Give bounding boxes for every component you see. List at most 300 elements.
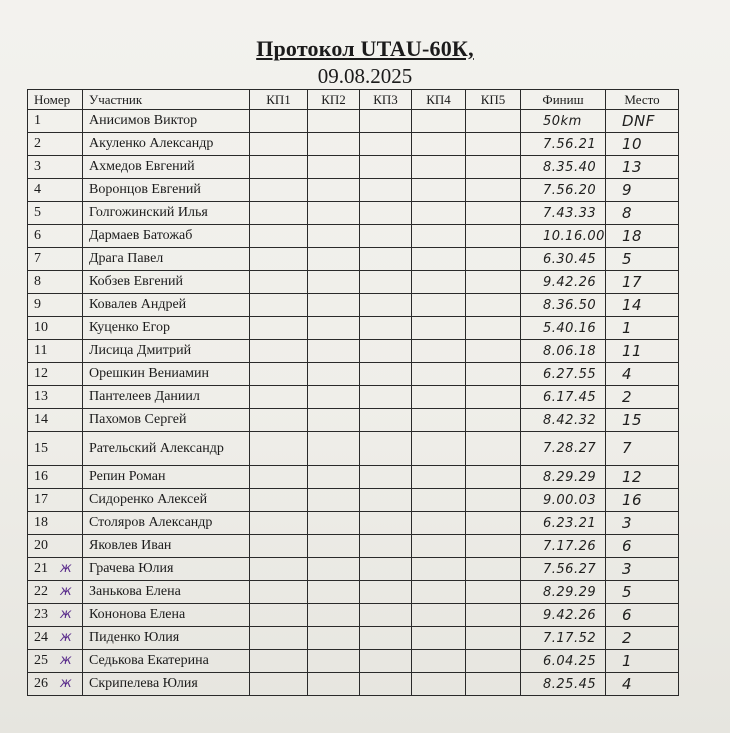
- checkpoint-2-cell: [308, 650, 360, 673]
- checkpoint-2-cell: [308, 271, 360, 294]
- participant-name: Пантелеев Даниил: [83, 386, 250, 409]
- checkpoint-5-cell: [466, 604, 521, 627]
- participant-name: Пахомов Сергей: [83, 409, 250, 432]
- place-value: 2: [606, 386, 679, 409]
- row-number: [28, 317, 83, 340]
- checkpoint-2-cell: [308, 386, 360, 409]
- place-value: 17: [606, 271, 679, 294]
- checkpoint-4-cell: [412, 294, 466, 317]
- checkpoint-4-cell: [412, 110, 466, 133]
- place-value: 9: [606, 179, 679, 202]
- checkpoint-5-cell: [466, 179, 521, 202]
- checkpoint-2-cell: [308, 340, 360, 363]
- female-mark: ж: [60, 630, 72, 645]
- finish-time: 7.17.26: [521, 535, 606, 558]
- checkpoint-4-cell: [412, 386, 466, 409]
- checkpoint-1-cell: [250, 202, 308, 225]
- checkpoint-4-cell: [412, 673, 466, 696]
- row-number: [28, 650, 83, 673]
- row-number: [28, 627, 83, 650]
- table-row: [28, 535, 716, 558]
- checkpoint-3-cell: [360, 202, 412, 225]
- row-number-value: 17: [34, 492, 48, 507]
- row-number-value: 21: [34, 561, 48, 576]
- row-number: [28, 581, 83, 604]
- female-mark: ж: [60, 607, 72, 622]
- place-value: 2: [606, 627, 679, 650]
- place-value: DNF: [606, 110, 679, 133]
- place-value: 4: [606, 363, 679, 386]
- checkpoint-5-cell: [466, 294, 521, 317]
- table-row: [28, 202, 716, 225]
- finish-time: 7.56.21: [521, 133, 606, 156]
- table-row: [28, 248, 716, 271]
- header-cp1: КП1: [250, 90, 308, 110]
- row-number-value: 3: [34, 159, 41, 174]
- checkpoint-1-cell: [250, 673, 308, 696]
- row-number-value: 11: [34, 343, 48, 358]
- checkpoint-5-cell: [466, 271, 521, 294]
- place-value: 6: [606, 535, 679, 558]
- checkpoint-4-cell: [412, 133, 466, 156]
- checkpoint-1-cell: [250, 386, 308, 409]
- place-value: 5: [606, 248, 679, 271]
- checkpoint-4-cell: [412, 489, 466, 512]
- table-row: [28, 466, 716, 489]
- table-row: [28, 317, 716, 340]
- checkpoint-5-cell: [466, 535, 521, 558]
- finish-time: 9.00.03: [521, 489, 606, 512]
- table-row: [28, 558, 716, 581]
- finish-time: 7.43.33: [521, 202, 606, 225]
- finish-time: 7.17.52: [521, 627, 606, 650]
- finish-time: 10.16.00: [521, 225, 606, 248]
- checkpoint-4-cell: [412, 409, 466, 432]
- checkpoint-4-cell: [412, 317, 466, 340]
- place-value: 8: [606, 202, 679, 225]
- checkpoint-4-cell: [412, 271, 466, 294]
- place-value: 16: [606, 489, 679, 512]
- place-value: 15: [606, 409, 679, 432]
- extra-cell: [679, 110, 716, 133]
- participant-name: Драга Павел: [83, 248, 250, 271]
- checkpoint-5-cell: [466, 317, 521, 340]
- document-date: 09.08.2025: [317, 64, 413, 88]
- participant-name: Воронцов Евгений: [83, 179, 250, 202]
- row-number: [28, 294, 83, 317]
- checkpoint-2-cell: [308, 294, 360, 317]
- checkpoint-1-cell: [250, 604, 308, 627]
- checkpoint-1-cell: [250, 466, 308, 489]
- checkpoint-5-cell: [466, 558, 521, 581]
- results-table: [27, 89, 716, 696]
- checkpoint-1-cell: [250, 294, 308, 317]
- row-number-value: 9: [34, 297, 41, 312]
- row-number: [28, 489, 83, 512]
- checkpoint-2-cell: [308, 317, 360, 340]
- checkpoint-5-cell: [466, 650, 521, 673]
- finish-time: 50km: [521, 110, 606, 133]
- participant-name: Пиденко Юлия: [83, 627, 250, 650]
- checkpoint-3-cell: [360, 673, 412, 696]
- finish-time: 8.25.45: [521, 673, 606, 696]
- row-number: [28, 202, 83, 225]
- checkpoint-2-cell: [308, 179, 360, 202]
- table-row: [28, 627, 716, 650]
- row-number-value: 8: [34, 274, 41, 289]
- row-number: [28, 466, 83, 489]
- checkpoint-4-cell: [412, 432, 466, 466]
- row-number-value: 23: [34, 607, 48, 622]
- checkpoint-3-cell: [360, 650, 412, 673]
- table-row: [28, 489, 716, 512]
- checkpoint-2-cell: [308, 202, 360, 225]
- checkpoint-3-cell: [360, 317, 412, 340]
- checkpoint-2-cell: [308, 535, 360, 558]
- finish-time: 7.28.27: [521, 432, 606, 466]
- checkpoint-1-cell: [250, 535, 308, 558]
- checkpoint-2-cell: [308, 627, 360, 650]
- table-row: [28, 409, 716, 432]
- header-row: [28, 90, 716, 110]
- extra-cell: [679, 248, 716, 271]
- extra-cell: [679, 558, 716, 581]
- checkpoint-5-cell: [466, 673, 521, 696]
- checkpoint-3-cell: [360, 363, 412, 386]
- row-number-value: 1: [34, 113, 41, 128]
- finish-time: 8.29.29: [521, 581, 606, 604]
- checkpoint-5-cell: [466, 489, 521, 512]
- checkpoint-5-cell: [466, 156, 521, 179]
- place-value: 5: [606, 581, 679, 604]
- place-value: 1: [606, 650, 679, 673]
- row-number-value: 16: [34, 469, 48, 484]
- row-number-value: 18: [34, 515, 48, 530]
- document-title: Протокол UTAU-60К,: [256, 36, 474, 61]
- header-cp4: КП4: [412, 90, 466, 110]
- checkpoint-1-cell: [250, 650, 308, 673]
- row-number: [28, 604, 83, 627]
- checkpoint-1-cell: [250, 248, 308, 271]
- checkpoint-2-cell: [308, 225, 360, 248]
- header-cp3: КП3: [360, 90, 412, 110]
- checkpoint-5-cell: [466, 627, 521, 650]
- row-number-value: 24: [34, 630, 48, 645]
- checkpoint-2-cell: [308, 581, 360, 604]
- checkpoint-1-cell: [250, 179, 308, 202]
- place-value: 10: [606, 133, 679, 156]
- participant-name: Анисимов Виктор: [83, 110, 250, 133]
- participant-name: Столяров Александр: [83, 512, 250, 535]
- participant-name: Орешкин Вениамин: [83, 363, 250, 386]
- checkpoint-4-cell: [412, 225, 466, 248]
- participant-name: Ковалев Андрей: [83, 294, 250, 317]
- row-number: [28, 133, 83, 156]
- finish-time: 7.56.20: [521, 179, 606, 202]
- checkpoint-4-cell: [412, 650, 466, 673]
- extra-cell: [679, 627, 716, 650]
- checkpoint-5-cell: [466, 432, 521, 466]
- checkpoint-2-cell: [308, 363, 360, 386]
- header-number: Номер: [28, 90, 83, 110]
- extra-cell: [679, 432, 716, 466]
- extra-cell: [679, 386, 716, 409]
- row-number: [28, 535, 83, 558]
- place-value: 7: [606, 432, 679, 466]
- female-mark: ж: [60, 653, 72, 668]
- extra-cell: [679, 133, 716, 156]
- checkpoint-3-cell: [360, 225, 412, 248]
- row-number-value: 7: [34, 251, 41, 266]
- checkpoint-3-cell: [360, 432, 412, 466]
- checkpoint-3-cell: [360, 386, 412, 409]
- checkpoint-2-cell: [308, 673, 360, 696]
- extra-cell: [679, 581, 716, 604]
- row-number: [28, 248, 83, 271]
- table-row: [28, 604, 716, 627]
- checkpoint-3-cell: [360, 581, 412, 604]
- checkpoint-4-cell: [412, 156, 466, 179]
- finish-time: 8.35.40: [521, 156, 606, 179]
- extra-cell: [679, 363, 716, 386]
- checkpoint-3-cell: [360, 627, 412, 650]
- row-number: [28, 409, 83, 432]
- row-number: [28, 363, 83, 386]
- participant-name: Занькова Елена: [83, 581, 250, 604]
- checkpoint-1-cell: [250, 363, 308, 386]
- checkpoint-2-cell: [308, 489, 360, 512]
- finish-time: 9.42.26: [521, 604, 606, 627]
- table-row: [28, 156, 716, 179]
- checkpoint-3-cell: [360, 340, 412, 363]
- table-row: [28, 294, 716, 317]
- checkpoint-4-cell: [412, 558, 466, 581]
- checkpoint-1-cell: [250, 133, 308, 156]
- row-number: [28, 512, 83, 535]
- extra-cell: [679, 271, 716, 294]
- checkpoint-5-cell: [466, 133, 521, 156]
- results-body: [28, 110, 716, 696]
- extra-cell: [679, 466, 716, 489]
- checkpoint-4-cell: [412, 340, 466, 363]
- checkpoint-4-cell: [412, 363, 466, 386]
- extra-cell: [679, 179, 716, 202]
- checkpoint-3-cell: [360, 512, 412, 535]
- checkpoint-1-cell: [250, 512, 308, 535]
- finish-time: 6.27.55: [521, 363, 606, 386]
- finish-time: 9.42.26: [521, 271, 606, 294]
- checkpoint-1-cell: [250, 489, 308, 512]
- participant-name: Седькова Екатерина: [83, 650, 250, 673]
- extra-cell: [679, 202, 716, 225]
- row-number-value: 10: [34, 320, 48, 335]
- participant-name: Сидоренко Алексей: [83, 489, 250, 512]
- checkpoint-5-cell: [466, 386, 521, 409]
- female-mark: ж: [60, 676, 72, 691]
- checkpoint-2-cell: [308, 604, 360, 627]
- extra-cell: [679, 340, 716, 363]
- participant-name: Репин Роман: [83, 466, 250, 489]
- table-row: [28, 386, 716, 409]
- checkpoint-1-cell: [250, 340, 308, 363]
- finish-time: 6.30.45: [521, 248, 606, 271]
- checkpoint-5-cell: [466, 248, 521, 271]
- participant-name: Кононова Елена: [83, 604, 250, 627]
- row-number-value: 4: [34, 182, 41, 197]
- row-number-value: 14: [34, 412, 48, 427]
- checkpoint-4-cell: [412, 581, 466, 604]
- checkpoint-4-cell: [412, 535, 466, 558]
- row-number: [28, 386, 83, 409]
- checkpoint-3-cell: [360, 133, 412, 156]
- checkpoint-1-cell: [250, 271, 308, 294]
- checkpoint-5-cell: [466, 581, 521, 604]
- checkpoint-2-cell: [308, 133, 360, 156]
- checkpoint-1-cell: [250, 581, 308, 604]
- checkpoint-3-cell: [360, 156, 412, 179]
- extra-cell: [679, 650, 716, 673]
- table-row: [28, 271, 716, 294]
- table-row: [28, 673, 716, 696]
- header-finish: Финиш: [521, 90, 606, 110]
- row-number: [28, 110, 83, 133]
- finish-time: 7.56.27: [521, 558, 606, 581]
- header-extra: [679, 90, 716, 110]
- participant-name: Голгожинский Илья: [83, 202, 250, 225]
- checkpoint-1-cell: [250, 409, 308, 432]
- checkpoint-4-cell: [412, 179, 466, 202]
- row-number: [28, 179, 83, 202]
- row-number-value: 15: [34, 441, 48, 456]
- table-row: [28, 363, 716, 386]
- checkpoint-3-cell: [360, 558, 412, 581]
- extra-cell: [679, 604, 716, 627]
- place-value: 6: [606, 604, 679, 627]
- checkpoint-1-cell: [250, 317, 308, 340]
- checkpoint-2-cell: [308, 466, 360, 489]
- participant-name: Грачева Юлия: [83, 558, 250, 581]
- place-value: 18: [606, 225, 679, 248]
- female-mark: ж: [60, 561, 72, 576]
- place-value: 4: [606, 673, 679, 696]
- header-cp5: КП5: [466, 90, 521, 110]
- checkpoint-1-cell: [250, 110, 308, 133]
- checkpoint-3-cell: [360, 409, 412, 432]
- header-place: Место: [606, 90, 679, 110]
- extra-cell: [679, 489, 716, 512]
- finish-time: 5.40.16: [521, 317, 606, 340]
- extra-cell: [679, 535, 716, 558]
- place-value: 1: [606, 317, 679, 340]
- header-cp2: КП2: [308, 90, 360, 110]
- row-number: [28, 558, 83, 581]
- table-row: [28, 512, 716, 535]
- row-number: [28, 225, 83, 248]
- extra-cell: [679, 512, 716, 535]
- checkpoint-3-cell: [360, 489, 412, 512]
- table-row: [28, 340, 716, 363]
- place-value: 13: [606, 156, 679, 179]
- checkpoint-3-cell: [360, 466, 412, 489]
- row-number: [28, 432, 83, 466]
- row-number: [28, 156, 83, 179]
- extra-cell: [679, 156, 716, 179]
- checkpoint-5-cell: [466, 225, 521, 248]
- row-number-value: 26: [34, 676, 48, 691]
- extra-cell: [679, 294, 716, 317]
- row-number-value: 5: [34, 205, 41, 220]
- participant-name: Кобзев Евгений: [83, 271, 250, 294]
- participant-name: Куценко Егор: [83, 317, 250, 340]
- checkpoint-2-cell: [308, 512, 360, 535]
- finish-time: 6.04.25: [521, 650, 606, 673]
- table-row: [28, 650, 716, 673]
- finish-time: 8.06.18: [521, 340, 606, 363]
- female-mark: ж: [60, 584, 72, 599]
- checkpoint-5-cell: [466, 409, 521, 432]
- checkpoint-1-cell: [250, 432, 308, 466]
- finish-time: 8.42.32: [521, 409, 606, 432]
- checkpoint-3-cell: [360, 110, 412, 133]
- checkpoint-3-cell: [360, 179, 412, 202]
- checkpoint-4-cell: [412, 202, 466, 225]
- checkpoint-1-cell: [250, 627, 308, 650]
- checkpoint-4-cell: [412, 627, 466, 650]
- row-number-value: 2: [34, 136, 41, 151]
- place-value: 3: [606, 558, 679, 581]
- row-number-value: 13: [34, 389, 48, 404]
- place-value: 12: [606, 466, 679, 489]
- header-participant: Участник: [83, 90, 250, 110]
- checkpoint-4-cell: [412, 466, 466, 489]
- extra-cell: [679, 673, 716, 696]
- table-row: [28, 110, 716, 133]
- table-row: [28, 133, 716, 156]
- participant-name: Яковлев Иван: [83, 535, 250, 558]
- place-value: 3: [606, 512, 679, 535]
- checkpoint-2-cell: [308, 558, 360, 581]
- checkpoint-3-cell: [360, 271, 412, 294]
- checkpoint-2-cell: [308, 156, 360, 179]
- checkpoint-5-cell: [466, 512, 521, 535]
- row-number: [28, 673, 83, 696]
- finish-time: 6.17.45: [521, 386, 606, 409]
- checkpoint-1-cell: [250, 558, 308, 581]
- row-number: [28, 340, 83, 363]
- checkpoint-5-cell: [466, 466, 521, 489]
- checkpoint-4-cell: [412, 248, 466, 271]
- row-number-value: 6: [34, 228, 41, 243]
- checkpoint-3-cell: [360, 535, 412, 558]
- participant-name: Скрипелева Юлия: [83, 673, 250, 696]
- checkpoint-5-cell: [466, 340, 521, 363]
- participant-name: Лисица Дмитрий: [83, 340, 250, 363]
- row-number: [28, 271, 83, 294]
- checkpoint-2-cell: [308, 409, 360, 432]
- row-number-value: 12: [34, 366, 48, 381]
- participant-name: Акуленко Александр: [83, 133, 250, 156]
- checkpoint-5-cell: [466, 110, 521, 133]
- participant-name: Ахмедов Евгений: [83, 156, 250, 179]
- row-number-value: 22: [34, 584, 48, 599]
- participant-name: Дармаев Батожаб: [83, 225, 250, 248]
- finish-time: 8.29.29: [521, 466, 606, 489]
- checkpoint-3-cell: [360, 294, 412, 317]
- checkpoint-3-cell: [360, 248, 412, 271]
- place-value: 11: [606, 340, 679, 363]
- row-number-value: 20: [34, 538, 48, 553]
- checkpoint-1-cell: [250, 225, 308, 248]
